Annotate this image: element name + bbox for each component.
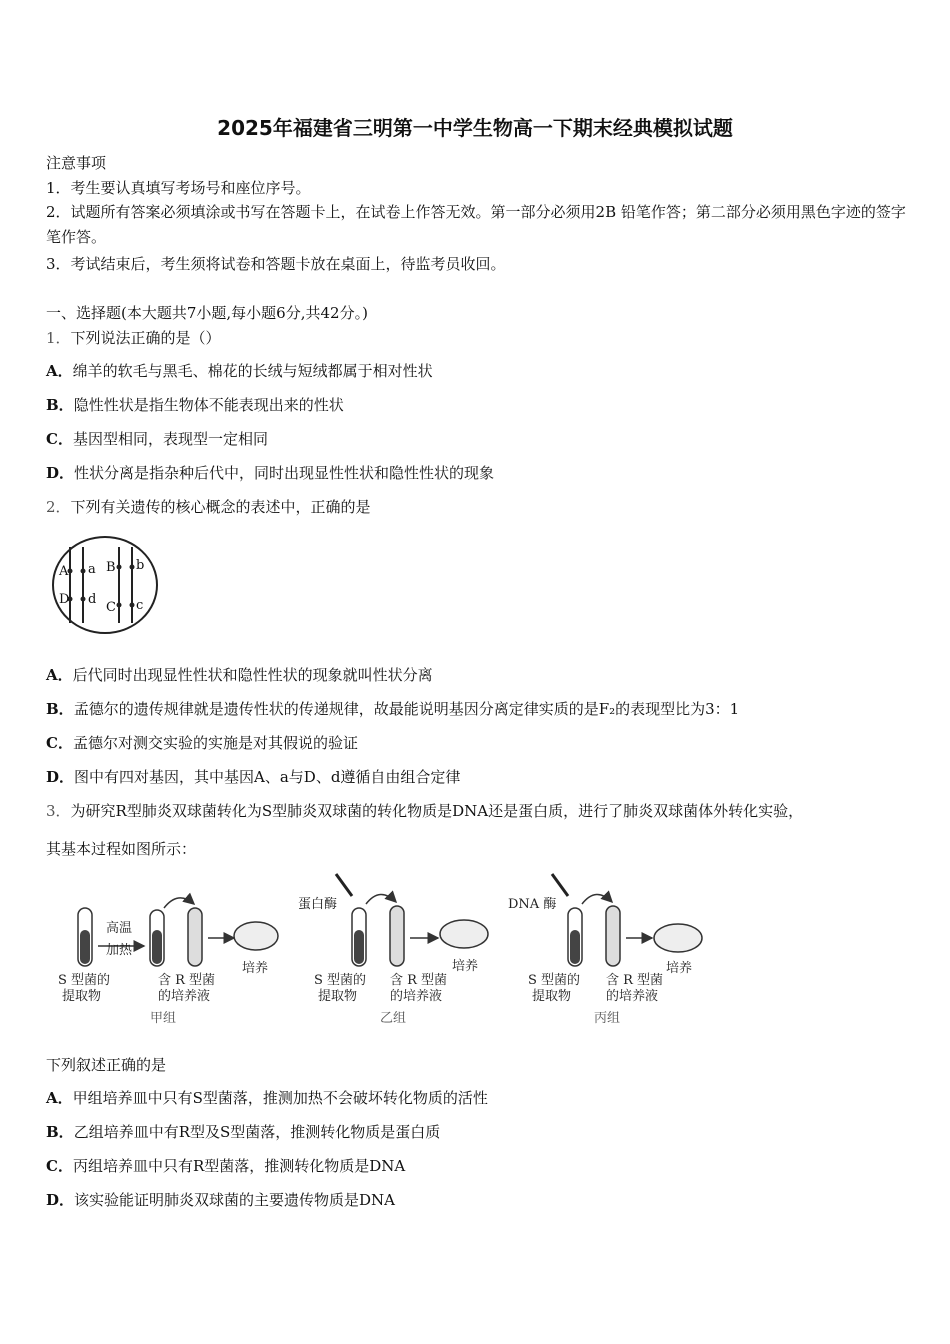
svg-text:含 R 型菌: 含 R 型菌 bbox=[158, 973, 216, 988]
notice-item-2: 2．试题所有答案必须填涂或书写在答题卡上，在试卷上作答无效。第一部分必须用2B 铅笔作答；第二部分必须用黑色字迹的签字笔作答。 bbox=[46, 203, 906, 246]
q2-option-a[interactable]: A．后代同时出现显性性状和隐性性状的现象就叫性状分离 bbox=[46, 666, 433, 684]
centromere-dot bbox=[81, 569, 86, 574]
q1-option-a[interactable]: A．绵羊的软毛与黑毛、棉花的长绒与短绒都属于相对性状 bbox=[46, 362, 433, 380]
svg-text:蛋白酶: 蛋白酶 bbox=[298, 897, 338, 912]
q2-option-d[interactable]: D．图中有四对基因，其中基因A、a与D、d遵循自由组合定律 bbox=[46, 768, 461, 786]
svg-text:丙组: 丙组 bbox=[594, 1011, 621, 1026]
notice-item-1: 1．考生要认真填写考场号和座位序号。 bbox=[46, 179, 311, 197]
notice-item-3: 3．考试结束后，考生须将试卷和答题卡放在桌面上，待监考员收回。 bbox=[46, 255, 506, 273]
svg-text:培养: 培养 bbox=[666, 961, 693, 976]
svg-text:含 R 型菌: 含 R 型菌 bbox=[390, 973, 448, 988]
svg-text:高温: 高温 bbox=[106, 921, 133, 936]
centromere-dot bbox=[117, 603, 122, 608]
tube-r-culture bbox=[606, 906, 620, 966]
q3-option-c[interactable]: C．丙组培养皿中只有R型菌落，推测转化物质是DNA bbox=[46, 1157, 406, 1175]
svg-text:培养: 培养 bbox=[452, 959, 479, 974]
petri-dish bbox=[234, 922, 278, 950]
gene-label: a bbox=[88, 562, 96, 577]
gene-label: b bbox=[136, 558, 145, 573]
group-b bbox=[298, 874, 488, 1026]
gene-label: d bbox=[88, 592, 97, 607]
question-3-stem: 3．为研究R型肺炎双球菌转化为S型肺炎双球菌的转化物质是DNA还是蛋白质，进行了肺炎双球菌体外转化实验， bbox=[46, 802, 804, 820]
question-3-stem-cont: 其基本过程如图所示： bbox=[46, 840, 197, 858]
svg-text:加热: 加热 bbox=[106, 943, 133, 958]
centromere-dot bbox=[81, 597, 86, 602]
svg-text:的培养液: 的培养液 bbox=[390, 989, 443, 1004]
centromere-dot bbox=[130, 603, 135, 608]
group-c bbox=[508, 874, 702, 1026]
gene-label: B bbox=[106, 560, 116, 575]
tube-r-culture bbox=[188, 908, 202, 966]
svg-text:S 型菌的: S 型菌的 bbox=[58, 973, 111, 988]
group-a bbox=[58, 898, 278, 1026]
svg-text:DNA 酶: DNA 酶 bbox=[508, 897, 557, 912]
petri-dish bbox=[654, 924, 702, 952]
svg-text:的培养液: 的培养液 bbox=[606, 989, 659, 1004]
dropper bbox=[552, 874, 568, 896]
q3-option-d[interactable]: D．该实验能证明肺炎双球菌的主要遗传物质是DNA bbox=[46, 1191, 396, 1209]
svg-text:提取物: 提取物 bbox=[62, 989, 102, 1004]
svg-text:提取物: 提取物 bbox=[318, 989, 358, 1004]
question-1-stem bbox=[46, 327, 221, 348]
petri-dish bbox=[440, 920, 488, 948]
notice-heading: 注意事项 bbox=[46, 154, 107, 172]
question-2-stem: 2．下列有关遗传的核心概念的表述中，正确的是 bbox=[46, 498, 371, 516]
svg-text:含 R 型菌: 含 R 型菌 bbox=[606, 973, 664, 988]
page-title: 2025年福建省三明第一中学生物高一下期末经典模拟试题 bbox=[217, 116, 733, 140]
arrow bbox=[582, 894, 612, 904]
svg-text:S 型菌的: S 型菌的 bbox=[314, 973, 367, 988]
section-heading: 一、选择题(本大题共7小题,每小题6分,共42分。) bbox=[46, 304, 368, 322]
gene-label: C bbox=[106, 600, 116, 615]
transformation-experiment-figure bbox=[46, 868, 726, 1030]
q2-option-b[interactable]: B．孟德尔的遗传规律就是遗传性状的传递规律，故最能说明基因分离定律实质的是F₂的表现型比为3：1 bbox=[46, 700, 740, 718]
svg-text:培养: 培养 bbox=[242, 961, 269, 976]
arrow bbox=[164, 898, 194, 908]
svg-text:的培养液: 的培养液 bbox=[158, 989, 211, 1004]
svg-text:提取物: 提取物 bbox=[532, 989, 572, 1004]
q1-option-c[interactable]: C．基因型相同，表现型一定相同 bbox=[46, 430, 268, 448]
gene-label: A bbox=[59, 564, 69, 579]
question-3-lead: 下列叙述正确的是 bbox=[46, 1056, 167, 1074]
tube-r-culture bbox=[390, 906, 404, 966]
q1-option-b[interactable]: B．隐性性状是指生物体不能表现出来的性状 bbox=[46, 396, 344, 414]
chromosome-cell-figure bbox=[50, 533, 162, 637]
cell-outline bbox=[53, 537, 157, 633]
svg-text:甲组: 甲组 bbox=[150, 1011, 177, 1026]
arrow bbox=[366, 894, 396, 904]
question-number: 1． bbox=[46, 329, 71, 347]
q1-option-d[interactable]: D．性状分离是指杂种后代中，同时出现显性性状和隐性性状的现象 bbox=[46, 464, 495, 482]
question-text: 下列说法正确的是（） bbox=[70, 329, 221, 347]
dropper bbox=[336, 874, 352, 896]
gene-label: D bbox=[59, 592, 70, 607]
centromere-dot bbox=[117, 565, 122, 570]
q3-option-b[interactable]: B．乙组培养皿中有R型及S型菌落，推测转化物质是蛋白质 bbox=[46, 1123, 441, 1141]
svg-text:乙组: 乙组 bbox=[380, 1011, 407, 1026]
q3-option-a[interactable]: A．甲组培养皿中只有S型菌落，推测加热不会破坏转化物质的活性 bbox=[46, 1089, 488, 1107]
q2-option-c[interactable]: C．孟德尔对测交实验的实施是对其假说的验证 bbox=[46, 734, 358, 752]
centromere-dot bbox=[130, 565, 135, 570]
gene-label: c bbox=[136, 598, 144, 613]
svg-text:S 型菌的: S 型菌的 bbox=[528, 973, 581, 988]
